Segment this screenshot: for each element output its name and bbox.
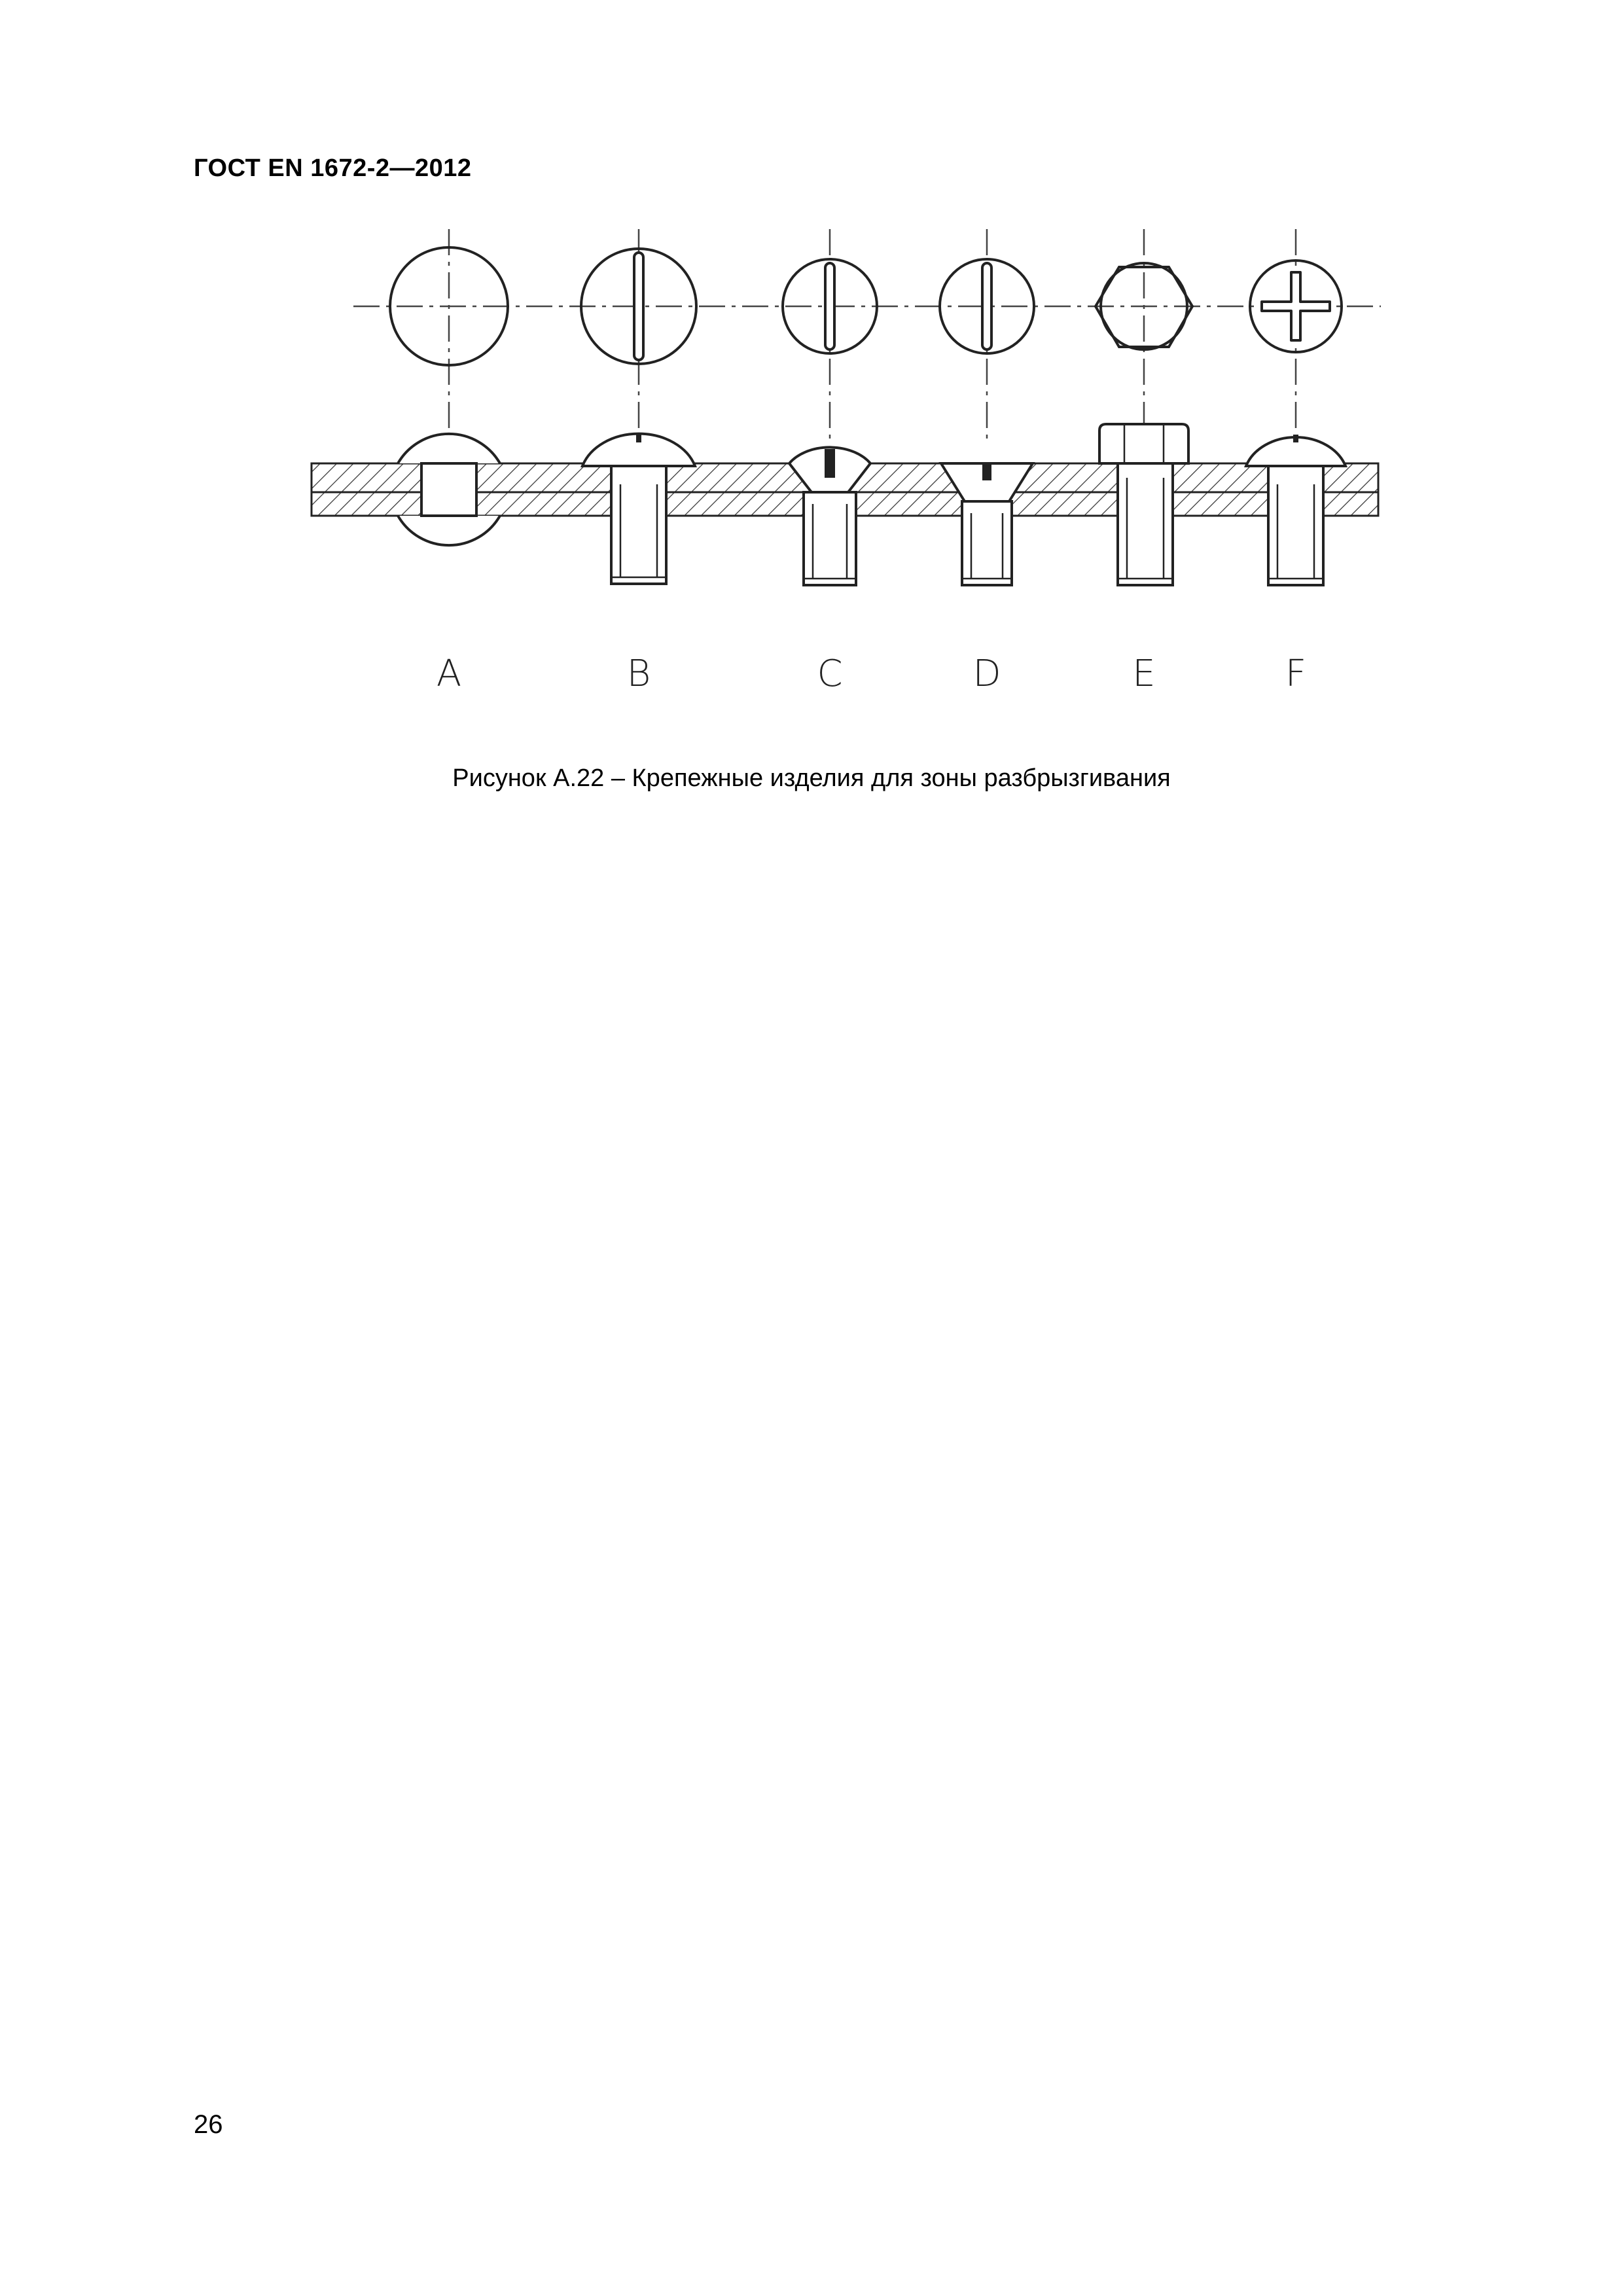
label-B: B — [626, 653, 651, 695]
document-header: ГОСТ EN 1672-2—2012 — [194, 154, 472, 182]
top-view-F — [1250, 260, 1342, 352]
section-D — [941, 463, 1033, 585]
label-C: C — [817, 653, 843, 695]
label-E: E — [1132, 653, 1156, 695]
label-A: A — [436, 653, 462, 695]
axis-lines — [449, 229, 1296, 445]
fasteners-drawing — [0, 0, 1623, 720]
page-number: 26 — [194, 2110, 223, 2139]
label-F: F — [1285, 653, 1307, 695]
label-D: D — [972, 653, 1001, 695]
figure-caption: Рисунок А.22 – Крепежные изделия для зоны разбрызгивания — [452, 764, 1171, 792]
